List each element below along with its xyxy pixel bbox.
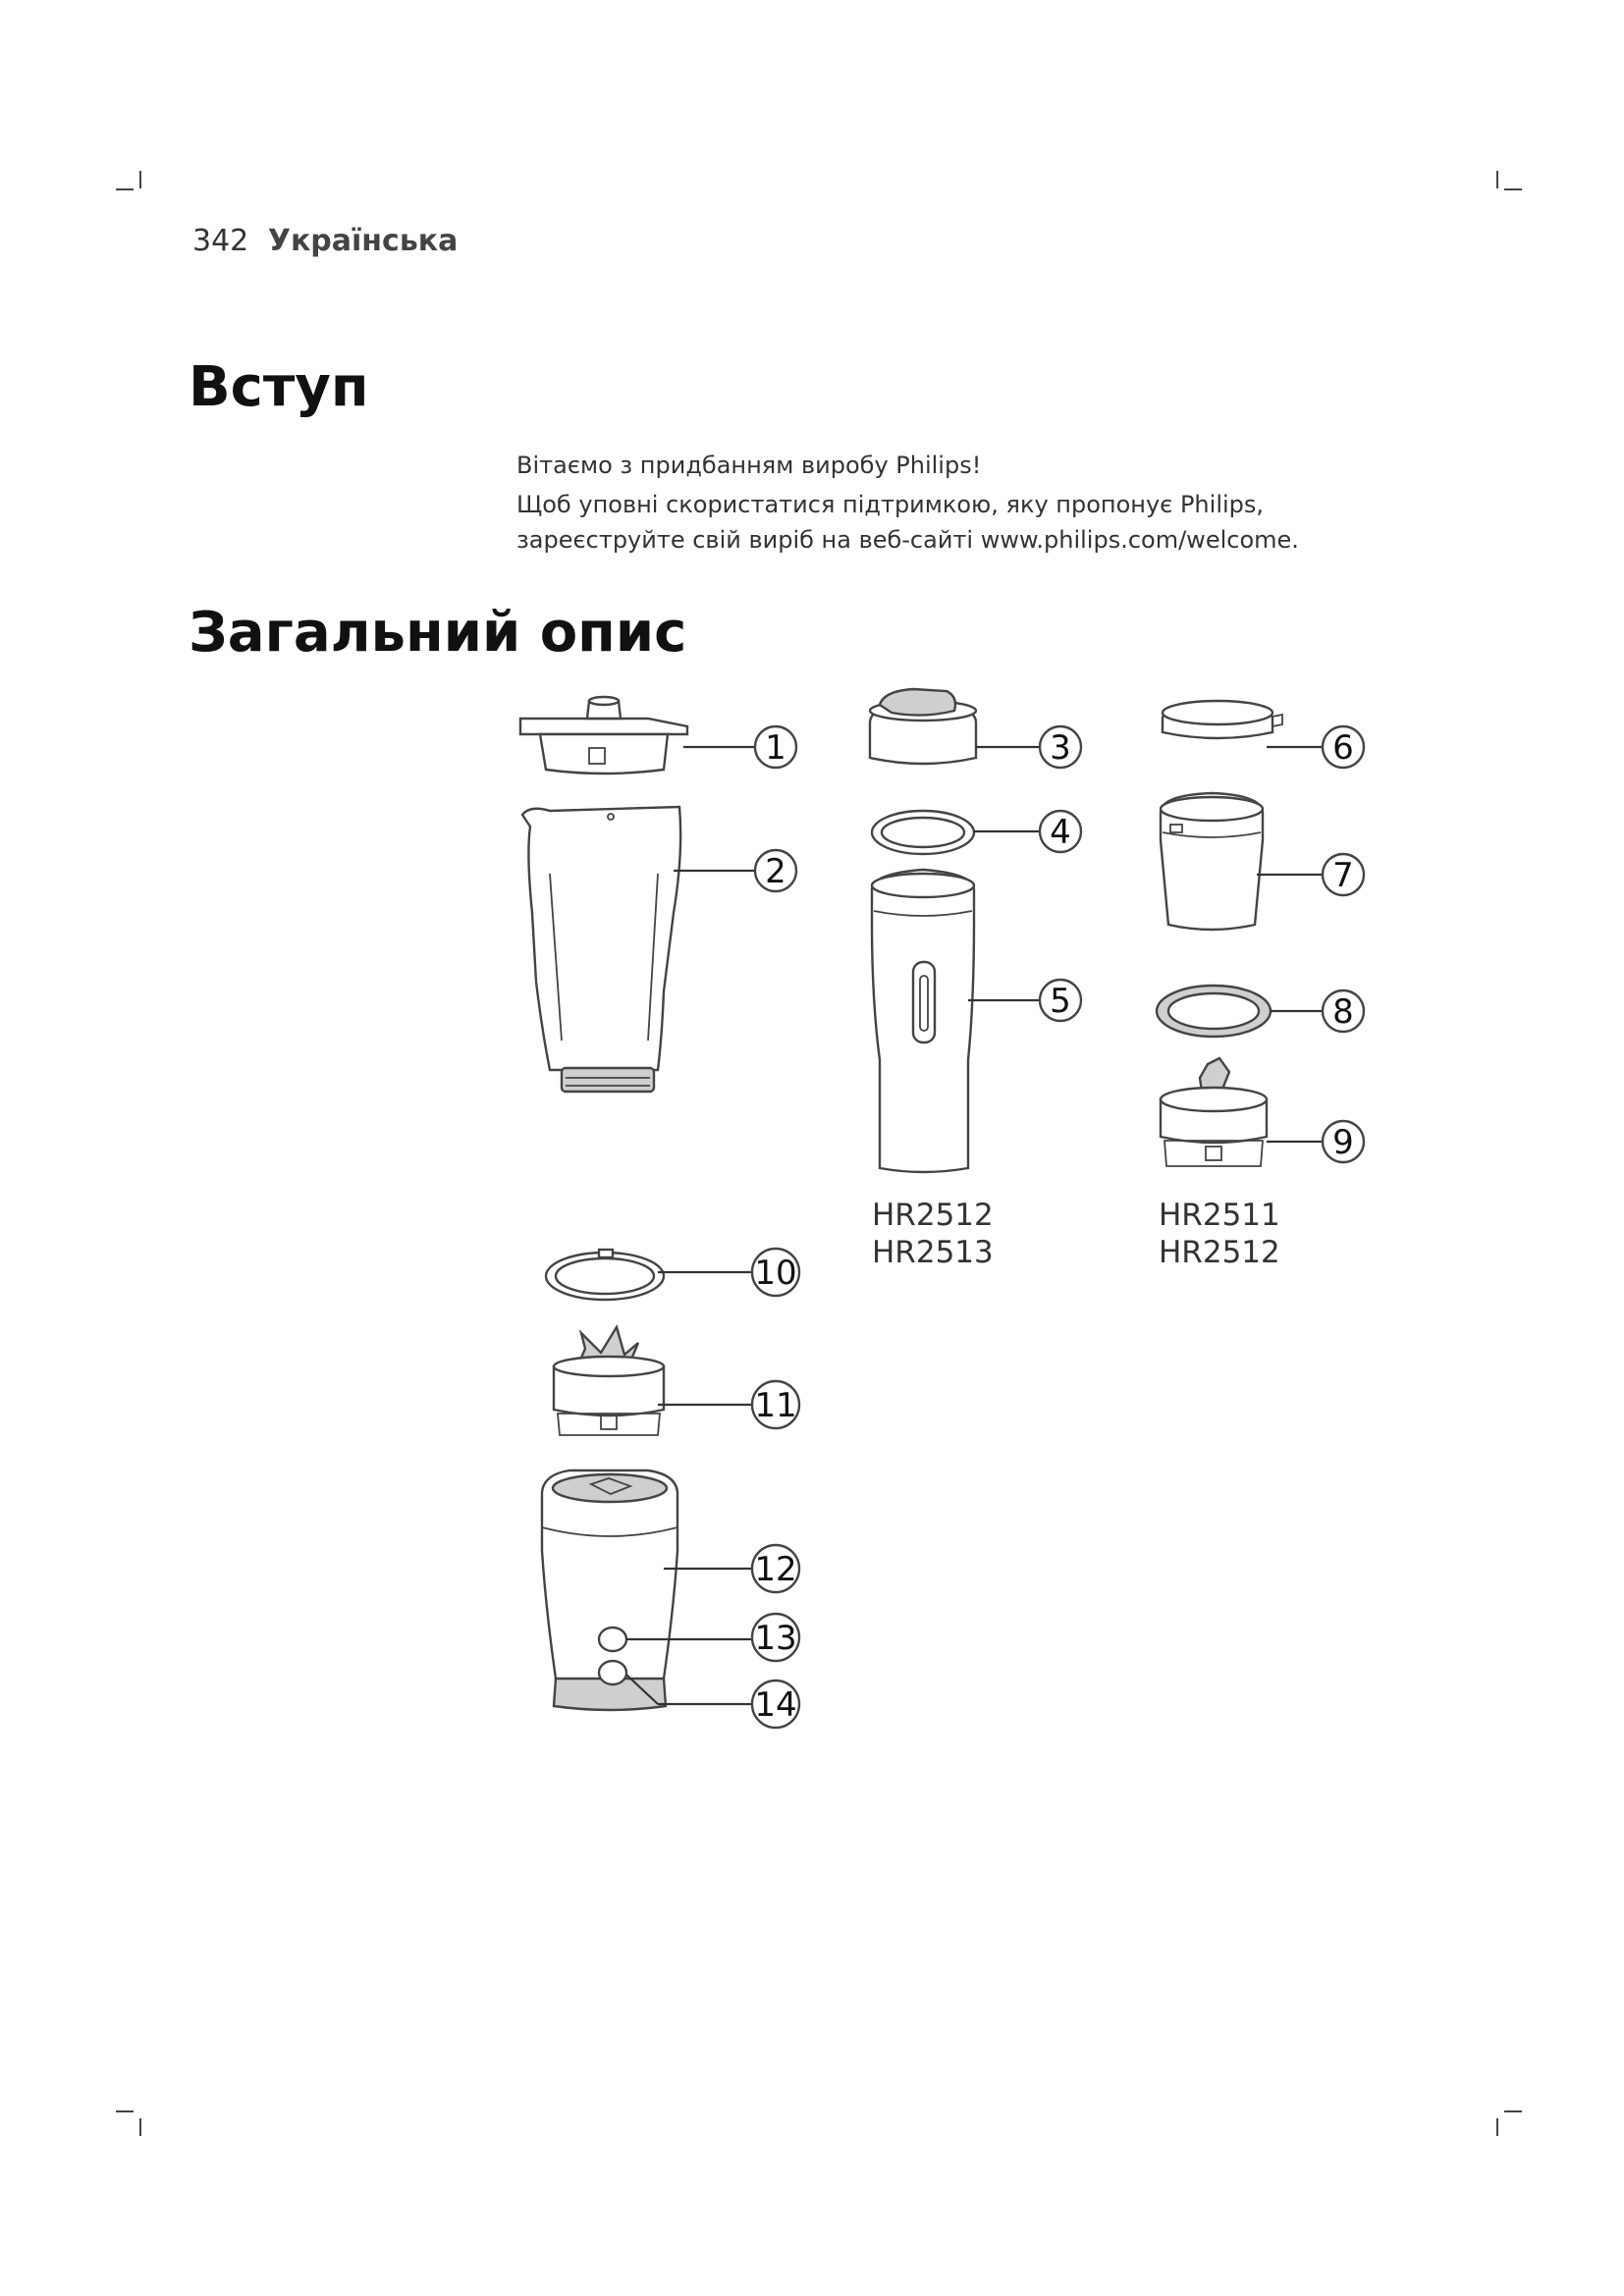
part-8-ring-illustration xyxy=(1157,986,1271,1037)
model-label-hr2513: HR2513 xyxy=(872,1235,994,1270)
part-9-blade-unit-illustration xyxy=(1161,1058,1267,1166)
callout-5: 5 xyxy=(1050,982,1071,1021)
callout-2: 2 xyxy=(765,852,786,891)
model-label-hr2512-a: HR2512 xyxy=(872,1198,994,1233)
page-number: 342 xyxy=(192,224,249,258)
crop-mark xyxy=(139,171,141,188)
page-header xyxy=(192,224,458,258)
crop-mark xyxy=(1504,2110,1522,2112)
section-title-overview: Загальний опис xyxy=(189,601,687,665)
intro-paragraph-1: Вітаємо з придбанням виробу Philips! xyxy=(516,452,982,479)
crop-mark xyxy=(1496,2118,1498,2136)
product-overview-figure xyxy=(491,667,1414,1757)
part-3-travel-lid-illustration xyxy=(870,689,976,764)
section-title-intro: Вступ xyxy=(189,355,369,419)
part-5-bottle-illustration xyxy=(872,870,974,1172)
callout-3: 3 xyxy=(1050,728,1071,768)
part-1-lid-illustration xyxy=(520,697,687,774)
callout-9: 9 xyxy=(1332,1123,1354,1162)
part-11-blade-unit-illustration xyxy=(554,1327,664,1435)
callout-1: 1 xyxy=(765,728,786,768)
part-10-ring-illustration xyxy=(546,1250,664,1300)
model-label-hr2511: HR2511 xyxy=(1159,1198,1280,1233)
part-6-cup-lid-illustration xyxy=(1163,701,1282,738)
intro-paragraph-2: Щоб уповні скористатися підтримкою, яку пропонує Philips, зареєструйте свій виріб на веб-сайті www.philips.com/welcome. xyxy=(516,491,1299,554)
callout-10: 10 xyxy=(754,1254,797,1293)
crop-mark xyxy=(1504,188,1522,190)
crop-mark xyxy=(116,188,134,190)
part-4-ring-illustration xyxy=(872,811,974,854)
header-language: Українська xyxy=(267,224,459,258)
callout-12: 12 xyxy=(754,1550,797,1589)
callout-7: 7 xyxy=(1332,856,1354,895)
callout-4: 4 xyxy=(1050,813,1071,852)
part-7-cup-illustration xyxy=(1161,793,1263,930)
crop-mark xyxy=(139,2118,141,2136)
crop-mark xyxy=(116,2110,134,2112)
model-label-hr2512-b: HR2512 xyxy=(1159,1235,1280,1270)
callout-14: 14 xyxy=(754,1685,797,1725)
callout-8: 8 xyxy=(1332,992,1354,1032)
callout-13: 13 xyxy=(754,1619,797,1658)
crop-mark xyxy=(1496,171,1498,188)
part-2-jar-illustration xyxy=(522,807,680,1092)
callout-11: 11 xyxy=(754,1386,797,1425)
callout-6: 6 xyxy=(1332,728,1354,768)
